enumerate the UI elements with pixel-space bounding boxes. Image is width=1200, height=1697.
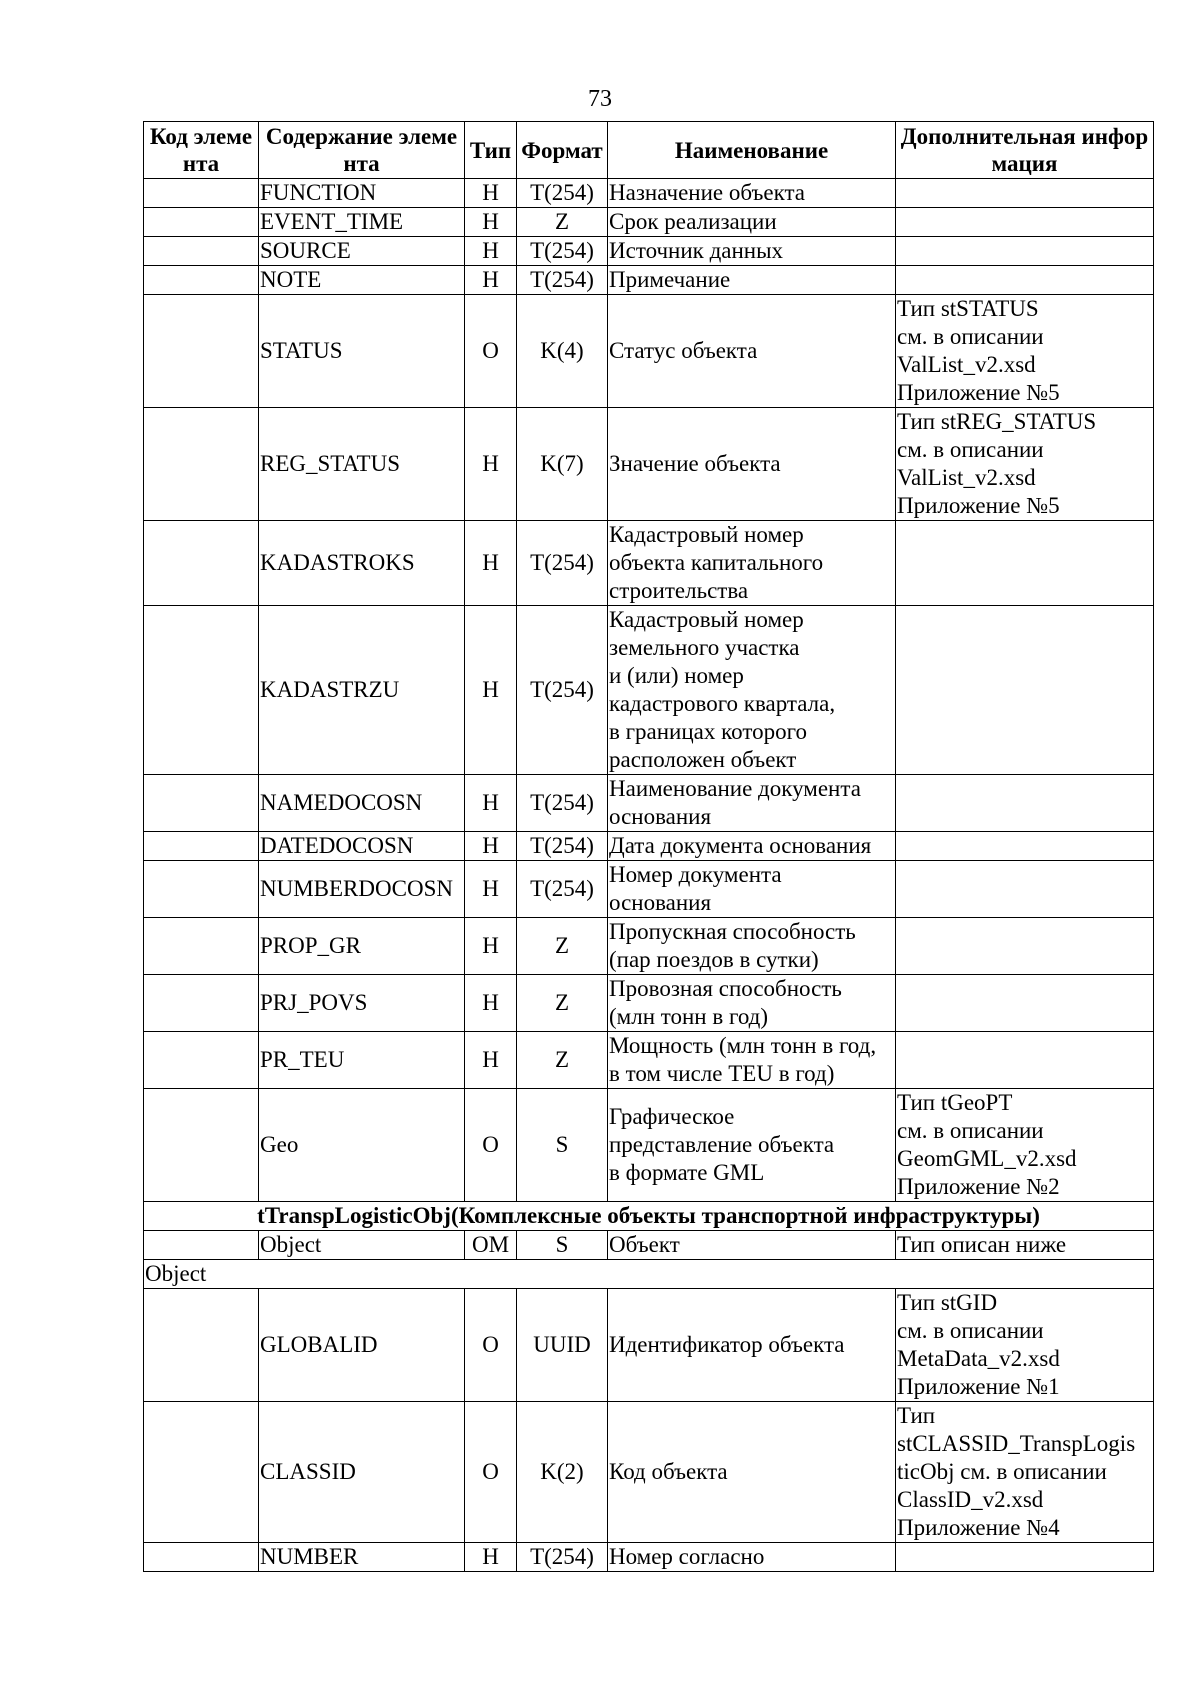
cell-code <box>144 179 259 208</box>
cell-element: PRJ_POVS <box>259 975 465 1032</box>
cell-code <box>144 295 259 408</box>
header-info: Дополнительная информация <box>896 122 1154 179</box>
cell-format: T(254) <box>517 861 608 918</box>
cell-info: Тип tGeoPT см. в описании GeomGML_v2.xsd Приложение №2 <box>896 1089 1154 1202</box>
cell-element: NUMBER <box>259 1543 465 1572</box>
object-label: Object <box>144 1260 1154 1289</box>
header-type: Тип <box>465 122 517 179</box>
cell-format: UUID <box>517 1289 608 1402</box>
section-title: tTranspLogisticObj(Комплексные объекты транспортной инфраструктуры) <box>144 1202 1154 1231</box>
cell-type: Н <box>465 832 517 861</box>
cell-element: KADASTROKS <box>259 521 465 606</box>
cell-name: Номер согласно <box>608 1543 896 1572</box>
cell-type: Н <box>465 521 517 606</box>
cell-code <box>144 408 259 521</box>
cell-element: PROP_GR <box>259 918 465 975</box>
header-format: Формат <box>517 122 608 179</box>
table-row <box>144 606 1154 775</box>
cell-format: K(2) <box>517 1402 608 1543</box>
cell-element: SOURCE <box>259 237 465 266</box>
cell-code <box>144 861 259 918</box>
cell-info <box>896 521 1154 606</box>
cell-format: S <box>517 1089 608 1202</box>
cell-format: S <box>517 1231 608 1260</box>
cell-code <box>144 266 259 295</box>
table-row <box>144 861 1154 918</box>
table-header-row <box>144 122 1154 179</box>
object-label-row <box>144 1260 1154 1289</box>
table-row <box>144 521 1154 606</box>
cell-format: T(254) <box>517 832 608 861</box>
cell-element: EVENT_TIME <box>259 208 465 237</box>
cell-code <box>144 1231 259 1260</box>
cell-name: Кадастровый номер земельного участка и (или) номер кадастрового квартала, в границах которого расположен объект <box>608 606 896 775</box>
header-code: Код элемента <box>144 122 259 179</box>
cell-format: T(254) <box>517 266 608 295</box>
cell-code <box>144 208 259 237</box>
cell-type: Н <box>465 266 517 295</box>
table-row <box>144 975 1154 1032</box>
cell-format: T(254) <box>517 179 608 208</box>
cell-info <box>896 861 1154 918</box>
cell-type: Н <box>465 408 517 521</box>
cell-name: Статус объекта <box>608 295 896 408</box>
cell-type: Н <box>465 606 517 775</box>
cell-name: Графическое представление объекта в формате GML <box>608 1089 896 1202</box>
cell-format: T(254) <box>517 606 608 775</box>
table-row <box>144 208 1154 237</box>
cell-info <box>896 1543 1154 1572</box>
cell-type: Н <box>465 208 517 237</box>
table-row <box>144 408 1154 521</box>
cell-info <box>896 975 1154 1032</box>
table-row <box>144 1089 1154 1202</box>
cell-name: Назначение объекта <box>608 179 896 208</box>
cell-type: О <box>465 1402 517 1543</box>
cell-name: Номер документа основания <box>608 861 896 918</box>
cell-element: FUNCTION <box>259 179 465 208</box>
page-number: 73 <box>588 86 612 112</box>
table-row <box>144 266 1154 295</box>
cell-code <box>144 1289 259 1402</box>
cell-code <box>144 1032 259 1089</box>
cell-info: Тип stSTATUS см. в описании ValList_v2.xsd Приложение №5 <box>896 295 1154 408</box>
cell-code <box>144 606 259 775</box>
cell-type: Н <box>465 861 517 918</box>
cell-info: Тип stGID см. в описании MetaData_v2.xsd Приложение №1 <box>896 1289 1154 1402</box>
cell-element: DATEDOCOSN <box>259 832 465 861</box>
cell-name: Кадастровый номер объекта капитального строительства <box>608 521 896 606</box>
table-row <box>144 1231 1154 1260</box>
cell-info <box>896 832 1154 861</box>
cell-type: Н <box>465 1032 517 1089</box>
cell-element: KADASTRZU <box>259 606 465 775</box>
header-element: Содержание элемента <box>259 122 465 179</box>
cell-element: NOTE <box>259 266 465 295</box>
table-row <box>144 1402 1154 1543</box>
cell-element: CLASSID <box>259 1402 465 1543</box>
cell-info <box>896 266 1154 295</box>
cell-name: Дата документа основания <box>608 832 896 861</box>
cell-format: T(254) <box>517 521 608 606</box>
cell-code <box>144 521 259 606</box>
header-name: Наименование <box>608 122 896 179</box>
cell-code <box>144 975 259 1032</box>
cell-type: Н <box>465 1543 517 1572</box>
cell-code <box>144 1089 259 1202</box>
section-row <box>144 1202 1154 1231</box>
cell-name: Объект <box>608 1231 896 1260</box>
cell-info <box>896 1032 1154 1089</box>
cell-element: Geo <box>259 1089 465 1202</box>
cell-type: Н <box>465 775 517 832</box>
table-row <box>144 918 1154 975</box>
cell-type: О <box>465 1089 517 1202</box>
cell-name: Срок реализации <box>608 208 896 237</box>
cell-format: K(7) <box>517 408 608 521</box>
cell-name: Наименование документа основания <box>608 775 896 832</box>
cell-info: Тип stCLASSID_TranspLogis ticObj см. в описании ClassID_v2.xsd Приложение №4 <box>896 1402 1154 1543</box>
cell-info <box>896 918 1154 975</box>
cell-type: Н <box>465 918 517 975</box>
cell-name: Примечание <box>608 266 896 295</box>
element-table <box>143 121 1154 1572</box>
cell-format: Z <box>517 975 608 1032</box>
cell-name: Значение объекта <box>608 408 896 521</box>
cell-info <box>896 208 1154 237</box>
cell-element: NUMBERDOCOSN <box>259 861 465 918</box>
cell-name: Провозная способность (млн тонн в год) <box>608 975 896 1032</box>
cell-element: REG_STATUS <box>259 408 465 521</box>
cell-code <box>144 832 259 861</box>
cell-name: Источник данных <box>608 237 896 266</box>
cell-info <box>896 775 1154 832</box>
cell-format: K(4) <box>517 295 608 408</box>
cell-info: Тип описан ниже <box>896 1231 1154 1260</box>
table-row <box>144 1032 1154 1089</box>
cell-element: STATUS <box>259 295 465 408</box>
table-row <box>144 775 1154 832</box>
table-row <box>144 237 1154 266</box>
cell-name: Пропускная способность (пар поездов в сутки) <box>608 918 896 975</box>
table-row <box>144 295 1154 408</box>
cell-format: T(254) <box>517 775 608 832</box>
cell-name: Код объекта <box>608 1402 896 1543</box>
cell-type: Н <box>465 237 517 266</box>
cell-type: ОМ <box>465 1231 517 1260</box>
table-row <box>144 832 1154 861</box>
cell-type: О <box>465 295 517 408</box>
cell-code <box>144 775 259 832</box>
table-row <box>144 1543 1154 1572</box>
table-row <box>144 179 1154 208</box>
cell-element: NAMEDOCOSN <box>259 775 465 832</box>
cell-info <box>896 179 1154 208</box>
cell-name: Идентификатор объекта <box>608 1289 896 1402</box>
cell-code <box>144 237 259 266</box>
cell-element: Object <box>259 1231 465 1260</box>
cell-element: PR_TEU <box>259 1032 465 1089</box>
table-row <box>144 1289 1154 1402</box>
cell-format: T(254) <box>517 237 608 266</box>
cell-element: GLOBALID <box>259 1289 465 1402</box>
cell-name: Мощность (млн тонн в год, в том числе TEU в год) <box>608 1032 896 1089</box>
cell-info: Тип stREG_STATUS см. в описании ValList_v2.xsd Приложение №5 <box>896 408 1154 521</box>
cell-code <box>144 918 259 975</box>
cell-type: Н <box>465 179 517 208</box>
cell-format: Z <box>517 918 608 975</box>
cell-code <box>144 1543 259 1572</box>
cell-type: О <box>465 1289 517 1402</box>
cell-info <box>896 606 1154 775</box>
cell-format: Z <box>517 1032 608 1089</box>
cell-code <box>144 1402 259 1543</box>
cell-format: Z <box>517 208 608 237</box>
cell-format: T(254) <box>517 1543 608 1572</box>
cell-info <box>896 237 1154 266</box>
cell-type: Н <box>465 975 517 1032</box>
